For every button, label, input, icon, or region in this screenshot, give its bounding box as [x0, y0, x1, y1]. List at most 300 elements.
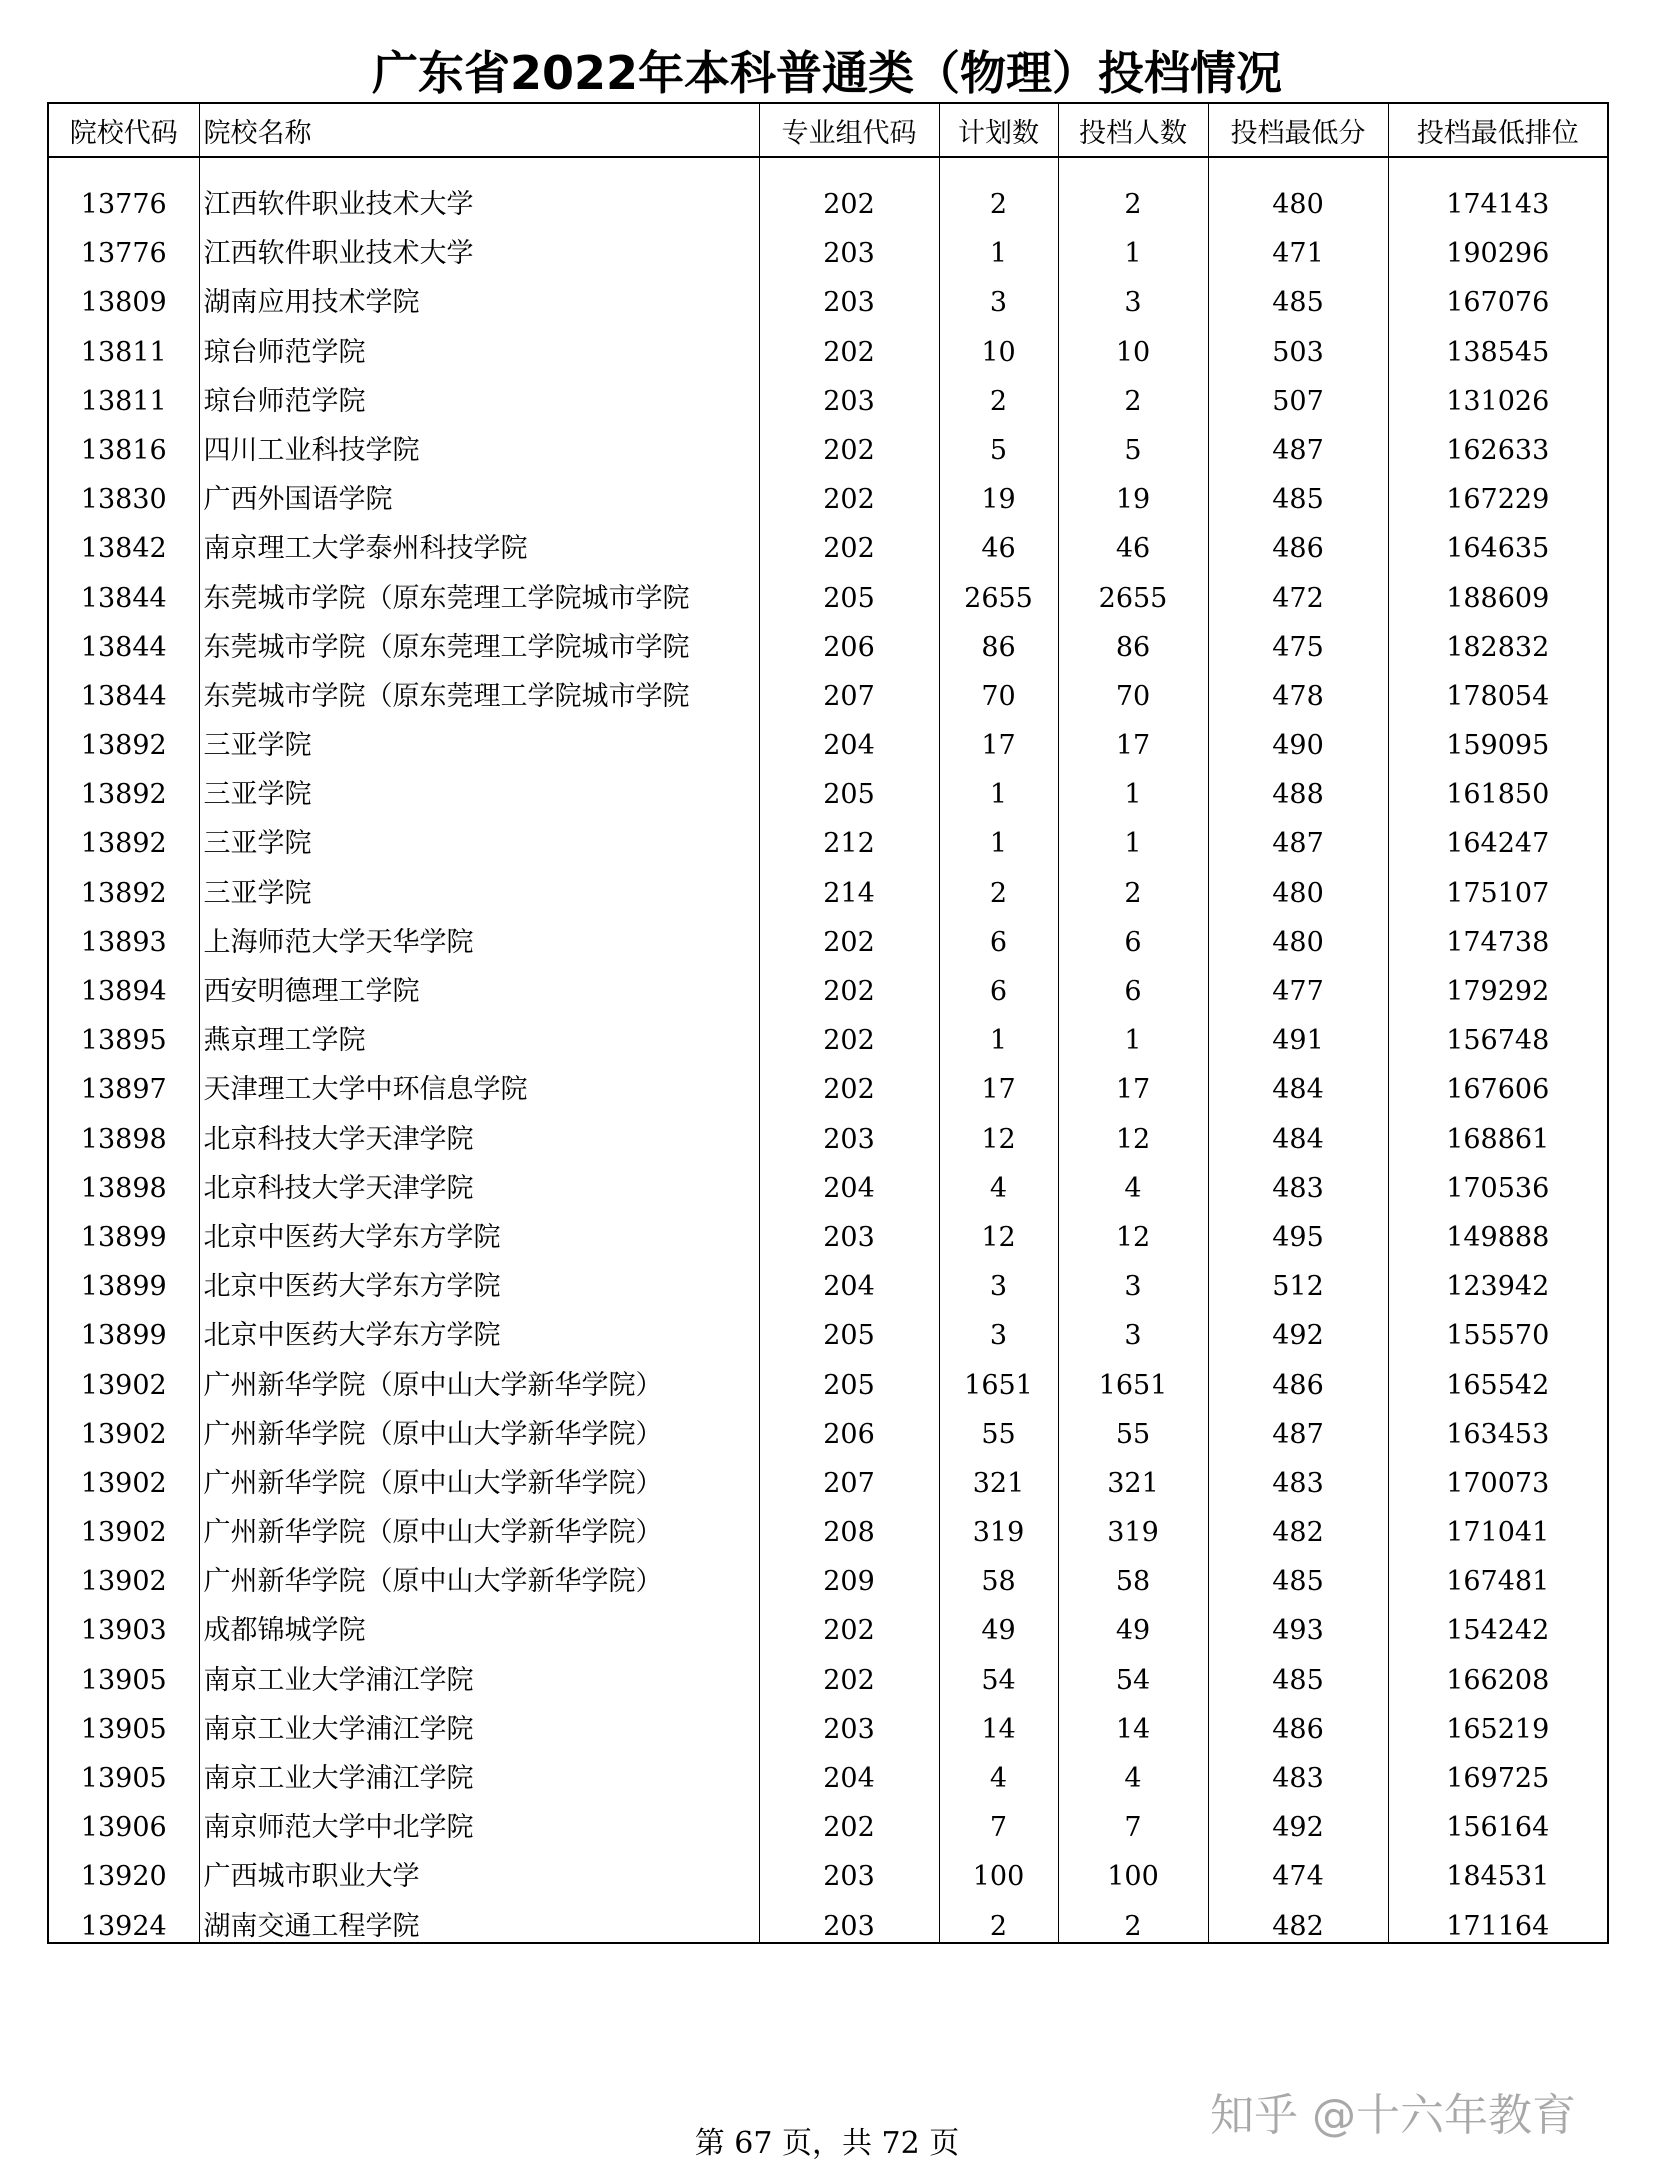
cell-admitted: 2 [1058, 157, 1208, 220]
cell-group: 204 [759, 712, 939, 761]
cell-name: 北京中医药大学东方学院 [199, 1253, 759, 1302]
cell-admitted: 100 [1058, 1843, 1208, 1892]
cell-group: 202 [759, 318, 939, 367]
cell-plan: 86 [939, 614, 1058, 663]
cell-group: 204 [759, 1155, 939, 1204]
cell-code: 13902 [48, 1401, 199, 1450]
cell-name: 南京师范大学中北学院 [199, 1794, 759, 1843]
cell-group: 206 [759, 614, 939, 663]
cell-min-score: 485 [1208, 1646, 1388, 1695]
cell-name: 南京工业大学浦江学院 [199, 1696, 759, 1745]
cell-min-score: 482 [1208, 1892, 1388, 1942]
table-row [48, 1204, 1608, 1253]
cell-admitted: 10 [1058, 318, 1208, 367]
cell-plan: 6 [939, 958, 1058, 1007]
cell-min-rank: 165219 [1388, 1696, 1608, 1745]
cell-admitted: 4 [1058, 1745, 1208, 1794]
cell-group: 209 [759, 1548, 939, 1597]
cell-admitted: 14 [1058, 1696, 1208, 1745]
cell-group: 207 [759, 663, 939, 712]
cell-admitted: 5 [1058, 417, 1208, 466]
cell-code: 13920 [48, 1843, 199, 1892]
cell-code: 13811 [48, 368, 199, 417]
cell-plan: 2655 [939, 564, 1058, 613]
cell-code: 13897 [48, 1056, 199, 1105]
cell-name: 三亚学院 [199, 712, 759, 761]
cell-min-rank: 171041 [1388, 1499, 1608, 1548]
cell-admitted: 321 [1058, 1450, 1208, 1499]
cell-min-rank: 167606 [1388, 1056, 1608, 1105]
cell-code: 13905 [48, 1696, 199, 1745]
cell-name: 湖南应用技术学院 [199, 269, 759, 318]
cell-name: 南京工业大学浦江学院 [199, 1646, 759, 1695]
cell-min-score: 485 [1208, 269, 1388, 318]
cell-min-rank: 162633 [1388, 417, 1608, 466]
cell-code: 13902 [48, 1450, 199, 1499]
cell-min-rank: 170536 [1388, 1155, 1608, 1204]
cell-min-score: 484 [1208, 1056, 1388, 1105]
cell-min-score: 482 [1208, 1499, 1388, 1548]
cell-plan: 10 [939, 318, 1058, 367]
cell-code: 13906 [48, 1794, 199, 1843]
cell-admitted: 6 [1058, 958, 1208, 1007]
page-title: 广东省2022年本科普通类（物理）投档情况 [371, 46, 1283, 100]
table-row [48, 1155, 1608, 1204]
cell-admitted: 7 [1058, 1794, 1208, 1843]
cell-min-score: 485 [1208, 466, 1388, 515]
cell-min-rank: 156164 [1388, 1794, 1608, 1843]
cell-admitted: 1 [1058, 220, 1208, 269]
cell-min-rank: 175107 [1388, 859, 1608, 908]
cell-group: 208 [759, 1499, 939, 1548]
cell-min-rank: 178054 [1388, 663, 1608, 712]
cell-group: 212 [759, 810, 939, 859]
table-row [48, 1892, 1608, 1942]
cell-group: 205 [759, 761, 939, 810]
table-row [48, 859, 1608, 908]
zhihu-watermark: 知乎 @十六年教育 [1210, 2090, 1576, 2141]
cell-min-score: 486 [1208, 1696, 1388, 1745]
cell-code: 13902 [48, 1499, 199, 1548]
cell-group: 214 [759, 859, 939, 908]
cell-min-score: 474 [1208, 1843, 1388, 1892]
cell-admitted: 17 [1058, 1056, 1208, 1105]
cell-admitted: 6 [1058, 909, 1208, 958]
cell-plan: 4 [939, 1745, 1058, 1794]
cell-code: 13895 [48, 1007, 199, 1056]
cell-group: 202 [759, 515, 939, 564]
cell-name: 广西外国语学院 [199, 466, 759, 515]
cell-min-score: 486 [1208, 515, 1388, 564]
table-row [48, 1843, 1608, 1892]
cell-min-rank: 168861 [1388, 1105, 1608, 1154]
table-row [48, 564, 1608, 613]
cell-min-rank: 167076 [1388, 269, 1608, 318]
cell-plan: 4 [939, 1155, 1058, 1204]
cell-code: 13898 [48, 1105, 199, 1154]
cell-code: 13902 [48, 1351, 199, 1400]
cell-admitted: 46 [1058, 515, 1208, 564]
table-row [48, 157, 1608, 220]
cell-name: 三亚学院 [199, 761, 759, 810]
cell-admitted: 3 [1058, 269, 1208, 318]
cell-min-score: 472 [1208, 564, 1388, 613]
cell-plan: 3 [939, 269, 1058, 318]
cell-min-rank: 165542 [1388, 1351, 1608, 1400]
table-row [48, 1794, 1608, 1843]
cell-min-rank: 190296 [1388, 220, 1608, 269]
cell-min-rank: 149888 [1388, 1204, 1608, 1253]
cell-group: 203 [759, 368, 939, 417]
cell-min-rank: 155570 [1388, 1302, 1608, 1351]
cell-admitted: 3 [1058, 1302, 1208, 1351]
table-row [48, 712, 1608, 761]
table-row [48, 1056, 1608, 1105]
cell-group: 203 [759, 220, 939, 269]
table-row [48, 1499, 1608, 1548]
cell-min-rank: 164247 [1388, 810, 1608, 859]
cell-plan: 12 [939, 1105, 1058, 1154]
cell-min-rank: 184531 [1388, 1843, 1608, 1892]
cell-name: 广州新华学院（原中山大学新华学院） [199, 1401, 759, 1450]
cell-min-score: 488 [1208, 761, 1388, 810]
cell-min-score: 483 [1208, 1745, 1388, 1794]
table-row [48, 958, 1608, 1007]
cell-code: 13893 [48, 909, 199, 958]
cell-group: 202 [759, 1794, 939, 1843]
cell-group: 203 [759, 1105, 939, 1154]
cell-plan: 17 [939, 1056, 1058, 1105]
cell-min-score: 475 [1208, 614, 1388, 663]
cell-min-score: 483 [1208, 1450, 1388, 1499]
cell-plan: 321 [939, 1450, 1058, 1499]
cell-code: 13898 [48, 1155, 199, 1204]
cell-plan: 3 [939, 1302, 1058, 1351]
cell-min-score: 492 [1208, 1794, 1388, 1843]
cell-name: 广西城市职业大学 [199, 1843, 759, 1892]
cell-min-rank: 123942 [1388, 1253, 1608, 1302]
cell-name: 四川工业科技学院 [199, 417, 759, 466]
cell-admitted: 1651 [1058, 1351, 1208, 1400]
admission-table [47, 102, 1609, 1944]
cell-code: 13903 [48, 1597, 199, 1646]
cell-min-score: 487 [1208, 810, 1388, 859]
table-row [48, 663, 1608, 712]
table-row [48, 1646, 1608, 1695]
cell-plan: 2 [939, 368, 1058, 417]
cell-name: 江西软件职业技术大学 [199, 157, 759, 220]
cell-name: 东莞城市学院（原东莞理工学院城市学院 [199, 663, 759, 712]
cell-group: 205 [759, 564, 939, 613]
cell-min-rank: 169725 [1388, 1745, 1608, 1794]
cell-group: 204 [759, 1745, 939, 1794]
cell-group: 203 [759, 1204, 939, 1253]
cell-plan: 100 [939, 1843, 1058, 1892]
cell-name: 广州新华学院（原中山大学新华学院） [199, 1450, 759, 1499]
cell-name: 广州新华学院（原中山大学新华学院） [199, 1548, 759, 1597]
cell-min-rank: 154242 [1388, 1597, 1608, 1646]
cell-group: 202 [759, 958, 939, 1007]
cell-min-rank: 161850 [1388, 761, 1608, 810]
cell-min-score: 492 [1208, 1302, 1388, 1351]
cell-code: 13776 [48, 220, 199, 269]
cell-group: 202 [759, 1597, 939, 1646]
cell-admitted: 58 [1058, 1548, 1208, 1597]
cell-group: 205 [759, 1351, 939, 1400]
cell-group: 204 [759, 1253, 939, 1302]
page-footer: 第 67 页，共 72 页 [694, 2126, 960, 2161]
cell-plan: 2 [939, 1892, 1058, 1942]
table-row [48, 1548, 1608, 1597]
cell-min-score: 471 [1208, 220, 1388, 269]
table-row [48, 761, 1608, 810]
cell-code: 13811 [48, 318, 199, 367]
cell-plan: 49 [939, 1597, 1058, 1646]
cell-group: 203 [759, 1843, 939, 1892]
cell-code: 13844 [48, 564, 199, 613]
cell-plan: 7 [939, 1794, 1058, 1843]
cell-plan: 1 [939, 220, 1058, 269]
cell-plan: 46 [939, 515, 1058, 564]
cell-code: 13924 [48, 1892, 199, 1942]
table-row [48, 1597, 1608, 1646]
cell-name: 北京中医药大学东方学院 [199, 1204, 759, 1253]
table-row [48, 1007, 1608, 1056]
cell-group: 202 [759, 157, 939, 220]
cell-min-rank: 171164 [1388, 1892, 1608, 1942]
cell-min-rank: 159095 [1388, 712, 1608, 761]
cell-admitted: 1 [1058, 1007, 1208, 1056]
cell-plan: 70 [939, 663, 1058, 712]
cell-name: 天津理工大学中环信息学院 [199, 1056, 759, 1105]
cell-min-rank: 174738 [1388, 909, 1608, 958]
cell-plan: 5 [939, 417, 1058, 466]
cell-name: 南京理工大学泰州科技学院 [199, 515, 759, 564]
cell-name: 琼台师范学院 [199, 368, 759, 417]
cell-min-rank: 167229 [1388, 466, 1608, 515]
table-row [48, 515, 1608, 564]
cell-admitted: 70 [1058, 663, 1208, 712]
cell-admitted: 54 [1058, 1646, 1208, 1695]
cell-plan: 1 [939, 810, 1058, 859]
cell-plan: 2 [939, 859, 1058, 908]
cell-admitted: 2 [1058, 1892, 1208, 1942]
cell-admitted: 19 [1058, 466, 1208, 515]
cell-name: 广州新华学院（原中山大学新华学院） [199, 1499, 759, 1548]
cell-group: 202 [759, 909, 939, 958]
cell-name: 广州新华学院（原中山大学新华学院） [199, 1351, 759, 1400]
header-min-rank: 投档最低排位 [1388, 103, 1608, 157]
cell-name: 琼台师范学院 [199, 318, 759, 367]
cell-code: 13892 [48, 859, 199, 908]
cell-admitted: 86 [1058, 614, 1208, 663]
header-min-score: 投档最低分 [1208, 103, 1388, 157]
cell-plan: 19 [939, 466, 1058, 515]
cell-code: 13905 [48, 1745, 199, 1794]
cell-min-score: 507 [1208, 368, 1388, 417]
cell-code: 13776 [48, 157, 199, 220]
cell-name: 三亚学院 [199, 810, 759, 859]
cell-min-score: 480 [1208, 859, 1388, 908]
cell-name: 江西软件职业技术大学 [199, 220, 759, 269]
cell-plan: 1 [939, 761, 1058, 810]
cell-plan: 12 [939, 1204, 1058, 1253]
cell-code: 13892 [48, 712, 199, 761]
cell-code: 13830 [48, 466, 199, 515]
cell-name: 北京科技大学天津学院 [199, 1105, 759, 1154]
cell-admitted: 2 [1058, 368, 1208, 417]
table-row [48, 1450, 1608, 1499]
table-row [48, 318, 1608, 367]
cell-plan: 2 [939, 157, 1058, 220]
cell-admitted: 3 [1058, 1253, 1208, 1302]
cell-name: 东莞城市学院（原东莞理工学院城市学院 [199, 564, 759, 613]
cell-plan: 1651 [939, 1351, 1058, 1400]
cell-code: 13844 [48, 614, 199, 663]
cell-min-score: 480 [1208, 909, 1388, 958]
cell-admitted: 1 [1058, 761, 1208, 810]
cell-plan: 54 [939, 1646, 1058, 1695]
cell-admitted: 319 [1058, 1499, 1208, 1548]
table-row [48, 417, 1608, 466]
cell-min-score: 495 [1208, 1204, 1388, 1253]
cell-name: 成都锦城学院 [199, 1597, 759, 1646]
cell-code: 13892 [48, 810, 199, 859]
cell-code: 13809 [48, 269, 199, 318]
table-row [48, 269, 1608, 318]
cell-plan: 6 [939, 909, 1058, 958]
cell-code: 13899 [48, 1253, 199, 1302]
cell-name: 北京中医药大学东方学院 [199, 1302, 759, 1351]
cell-min-rank: 179292 [1388, 958, 1608, 1007]
header-group: 专业组代码 [759, 103, 939, 157]
cell-name: 西安明德理工学院 [199, 958, 759, 1007]
cell-admitted: 1 [1058, 810, 1208, 859]
cell-min-rank: 188609 [1388, 564, 1608, 613]
cell-code: 13842 [48, 515, 199, 564]
table-row [48, 1253, 1608, 1302]
cell-min-rank: 167481 [1388, 1548, 1608, 1597]
table-row [48, 909, 1608, 958]
cell-plan: 1 [939, 1007, 1058, 1056]
cell-min-score: 493 [1208, 1597, 1388, 1646]
cell-plan: 319 [939, 1499, 1058, 1548]
cell-code: 13844 [48, 663, 199, 712]
cell-group: 203 [759, 269, 939, 318]
cell-admitted: 12 [1058, 1204, 1208, 1253]
header-code: 院校代码 [48, 103, 199, 157]
cell-name: 湖南交通工程学院 [199, 1892, 759, 1942]
cell-group: 207 [759, 1450, 939, 1499]
cell-min-rank: 174143 [1388, 157, 1608, 220]
cell-group: 202 [759, 417, 939, 466]
header-name: 院校名称 [199, 103, 759, 157]
cell-min-score: 483 [1208, 1155, 1388, 1204]
cell-min-score: 512 [1208, 1253, 1388, 1302]
cell-code: 13899 [48, 1302, 199, 1351]
cell-code: 13899 [48, 1204, 199, 1253]
cell-group: 203 [759, 1696, 939, 1745]
cell-name: 三亚学院 [199, 859, 759, 908]
cell-min-score: 487 [1208, 417, 1388, 466]
cell-min-score: 491 [1208, 1007, 1388, 1056]
cell-name: 东莞城市学院（原东莞理工学院城市学院 [199, 614, 759, 663]
table-row [48, 1401, 1608, 1450]
table-row [48, 810, 1608, 859]
cell-code: 13902 [48, 1548, 199, 1597]
cell-group: 202 [759, 1646, 939, 1695]
table-row [48, 1745, 1608, 1794]
cell-plan: 17 [939, 712, 1058, 761]
cell-plan: 58 [939, 1548, 1058, 1597]
cell-group: 203 [759, 1892, 939, 1942]
cell-admitted: 49 [1058, 1597, 1208, 1646]
cell-min-rank: 163453 [1388, 1401, 1608, 1450]
cell-name: 南京工业大学浦江学院 [199, 1745, 759, 1794]
table-row [48, 614, 1608, 663]
cell-plan: 3 [939, 1253, 1058, 1302]
cell-min-rank: 138545 [1388, 318, 1608, 367]
cell-name: 燕京理工学院 [199, 1007, 759, 1056]
cell-admitted: 12 [1058, 1105, 1208, 1154]
cell-min-rank: 170073 [1388, 1450, 1608, 1499]
cell-group: 205 [759, 1302, 939, 1351]
cell-group: 202 [759, 1056, 939, 1105]
cell-min-rank: 164635 [1388, 515, 1608, 564]
cell-min-score: 503 [1208, 318, 1388, 367]
cell-group: 202 [759, 1007, 939, 1056]
cell-min-rank: 182832 [1388, 614, 1608, 663]
cell-name: 北京科技大学天津学院 [199, 1155, 759, 1204]
cell-code: 13816 [48, 417, 199, 466]
header-plan: 计划数 [939, 103, 1058, 157]
cell-code: 13892 [48, 761, 199, 810]
cell-code: 13894 [48, 958, 199, 1007]
cell-min-rank: 131026 [1388, 368, 1608, 417]
cell-admitted: 55 [1058, 1401, 1208, 1450]
table-row [48, 1696, 1608, 1745]
cell-min-score: 484 [1208, 1105, 1388, 1154]
table-header-row [48, 103, 1608, 157]
table-row [48, 220, 1608, 269]
cell-group: 206 [759, 1401, 939, 1450]
table-row [48, 1105, 1608, 1154]
cell-admitted: 4 [1058, 1155, 1208, 1204]
table-body [48, 157, 1608, 1943]
cell-admitted: 2 [1058, 859, 1208, 908]
table-row [48, 1302, 1608, 1351]
cell-min-score: 490 [1208, 712, 1388, 761]
cell-min-score: 478 [1208, 663, 1388, 712]
cell-min-rank: 156748 [1388, 1007, 1608, 1056]
cell-name: 上海师范大学天华学院 [199, 909, 759, 958]
cell-plan: 14 [939, 1696, 1058, 1745]
cell-plan: 55 [939, 1401, 1058, 1450]
table-row [48, 466, 1608, 515]
cell-min-score: 486 [1208, 1351, 1388, 1400]
header-admitted: 投档人数 [1058, 103, 1208, 157]
table-row [48, 368, 1608, 417]
table-row [48, 1351, 1608, 1400]
cell-admitted: 17 [1058, 712, 1208, 761]
cell-min-score: 480 [1208, 157, 1388, 220]
cell-min-score: 485 [1208, 1548, 1388, 1597]
cell-min-rank: 166208 [1388, 1646, 1608, 1695]
cell-min-score: 487 [1208, 1401, 1388, 1450]
cell-admitted: 2655 [1058, 564, 1208, 613]
cell-group: 202 [759, 466, 939, 515]
cell-code: 13905 [48, 1646, 199, 1695]
